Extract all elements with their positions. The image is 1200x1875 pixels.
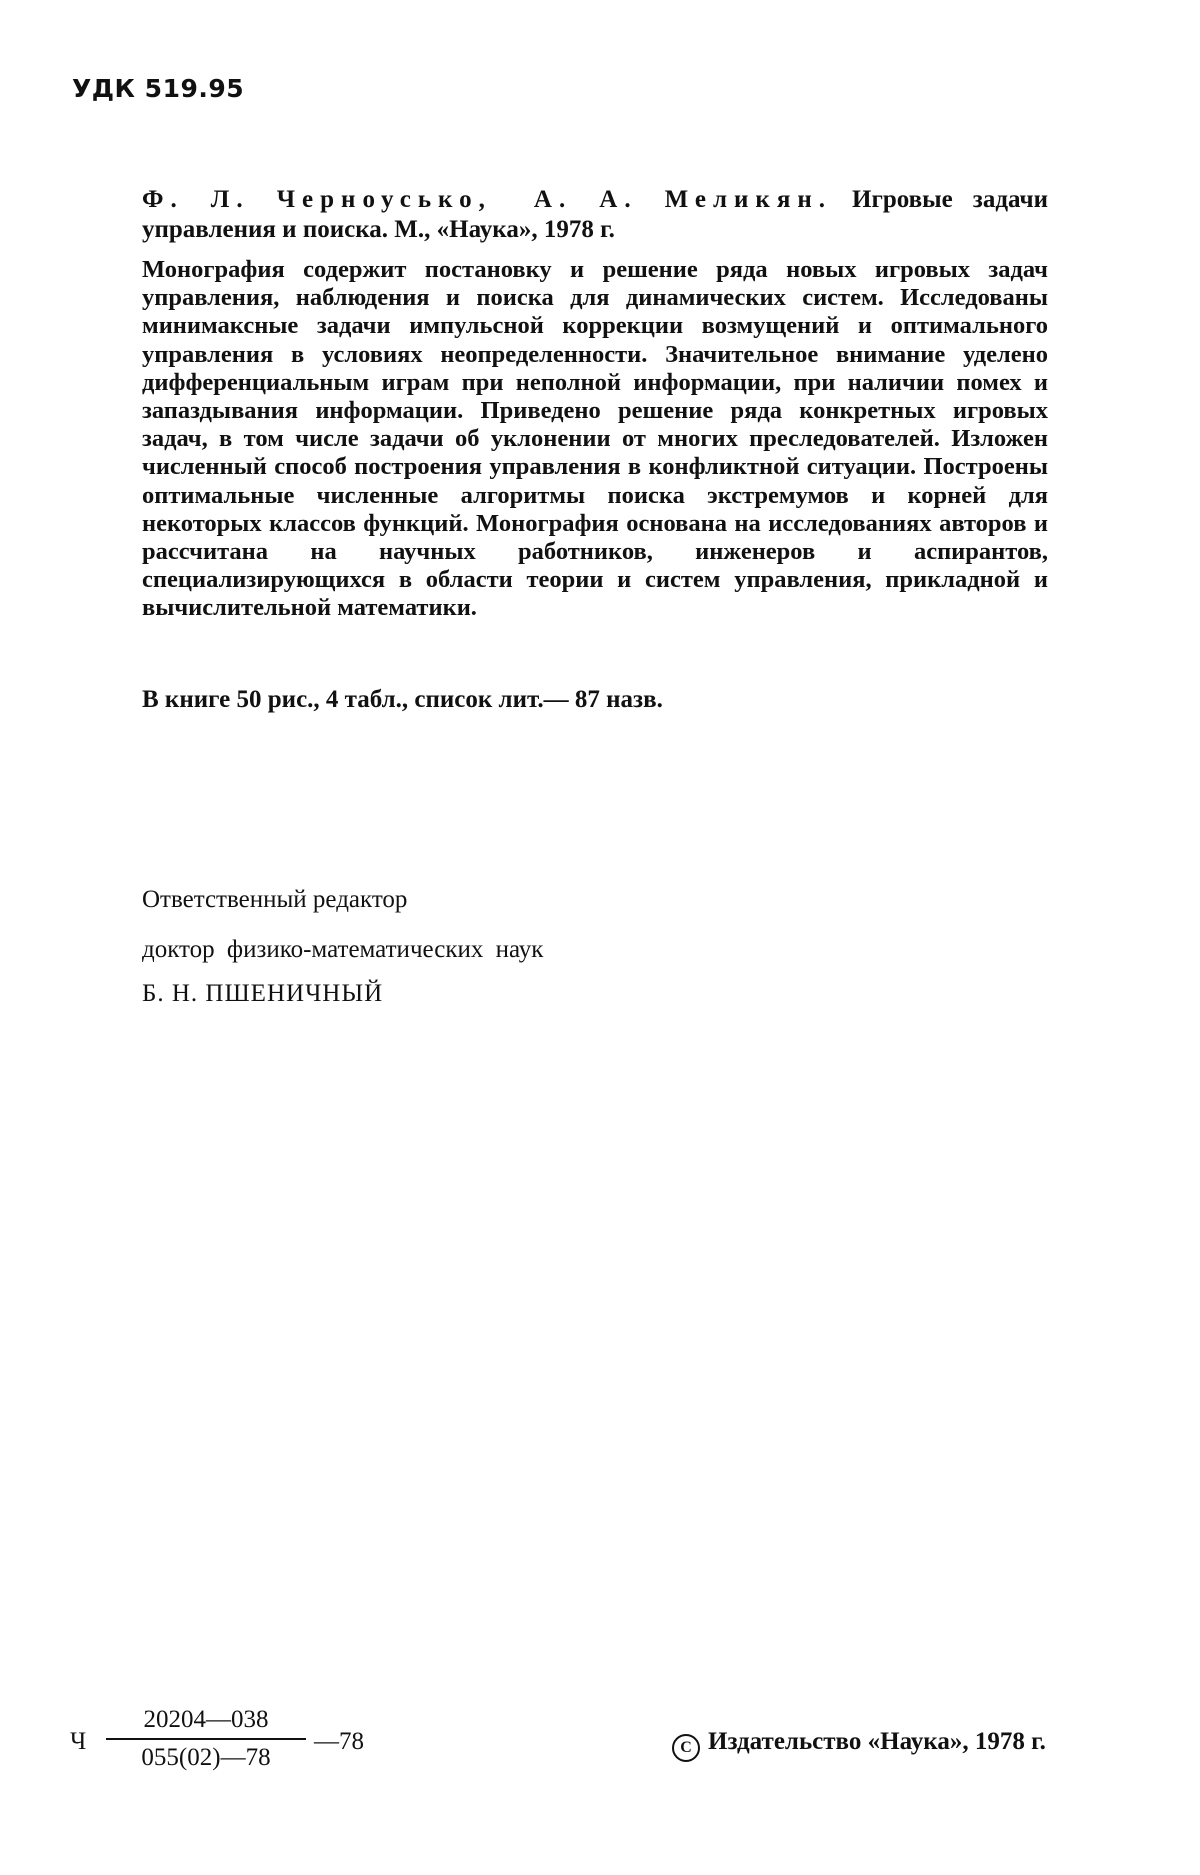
- editor-degree: доктор физико-математических наук: [142, 936, 544, 963]
- editor-role: Ответственный редактор: [142, 886, 408, 913]
- author-chernousko: Ф. Л. Черноусько,: [142, 186, 492, 213]
- author-melikyan: А. А. Меликян.: [533, 186, 832, 213]
- book-stats: В книге 50 рис., 4 табл., список лит.— 87 назв.: [142, 686, 663, 713]
- code-suffix: —78: [314, 1728, 364, 1755]
- copyright-text: Издательство «Наука», 1978 г.: [708, 1728, 1046, 1755]
- code-numerator: 20204—038: [143, 1706, 269, 1733]
- book-title: Игровые задачи управления и поиска.: [142, 186, 1048, 243]
- abstract: [142, 256, 1048, 623]
- bibliographic-entry: [142, 185, 1048, 245]
- fraction-line: [106, 1738, 306, 1740]
- editor-name: Б. Н. ПШЕНИЧНЫЙ: [142, 980, 384, 1007]
- copyright-icon: C: [672, 1734, 700, 1762]
- code-letter: Ч: [70, 1728, 87, 1755]
- publisher-info: М., «Наука», 1978 г.: [394, 216, 615, 243]
- code-denominator: 055(02)—78: [141, 1744, 271, 1771]
- publication-code: [70, 1706, 370, 1786]
- copyright: [672, 1728, 1046, 1762]
- udk-code: УДК 519.95: [72, 74, 245, 103]
- abstract-text: Монография содержит постановку и решение ряда новых игровых задач управления, наблюдения и поиска для динамических систем. Исследованы минимаксные задачи импульсной коррекции возмущений и оптимального управления в условиях неопределенности. Значительное внимание уделено дифференциальным играм при неполной информации, при наличии помех и запаздывания информации. Приведено решение ряда конкретных игровых задач, в том числе задачи об уклонении от многих преследователей. Изложен численный способ построения управления в конфликтной ситуации. Построены оптимальные численные алгоритмы поиска экстремумов и корней для некоторых классов функций. Монография основана на исследованиях авторов и рассчитана на научных работников, инженеров и аспирантов, специализирующихся в области теории и систем управления, прикладной и вычислительной математики.: [142, 256, 1048, 622]
